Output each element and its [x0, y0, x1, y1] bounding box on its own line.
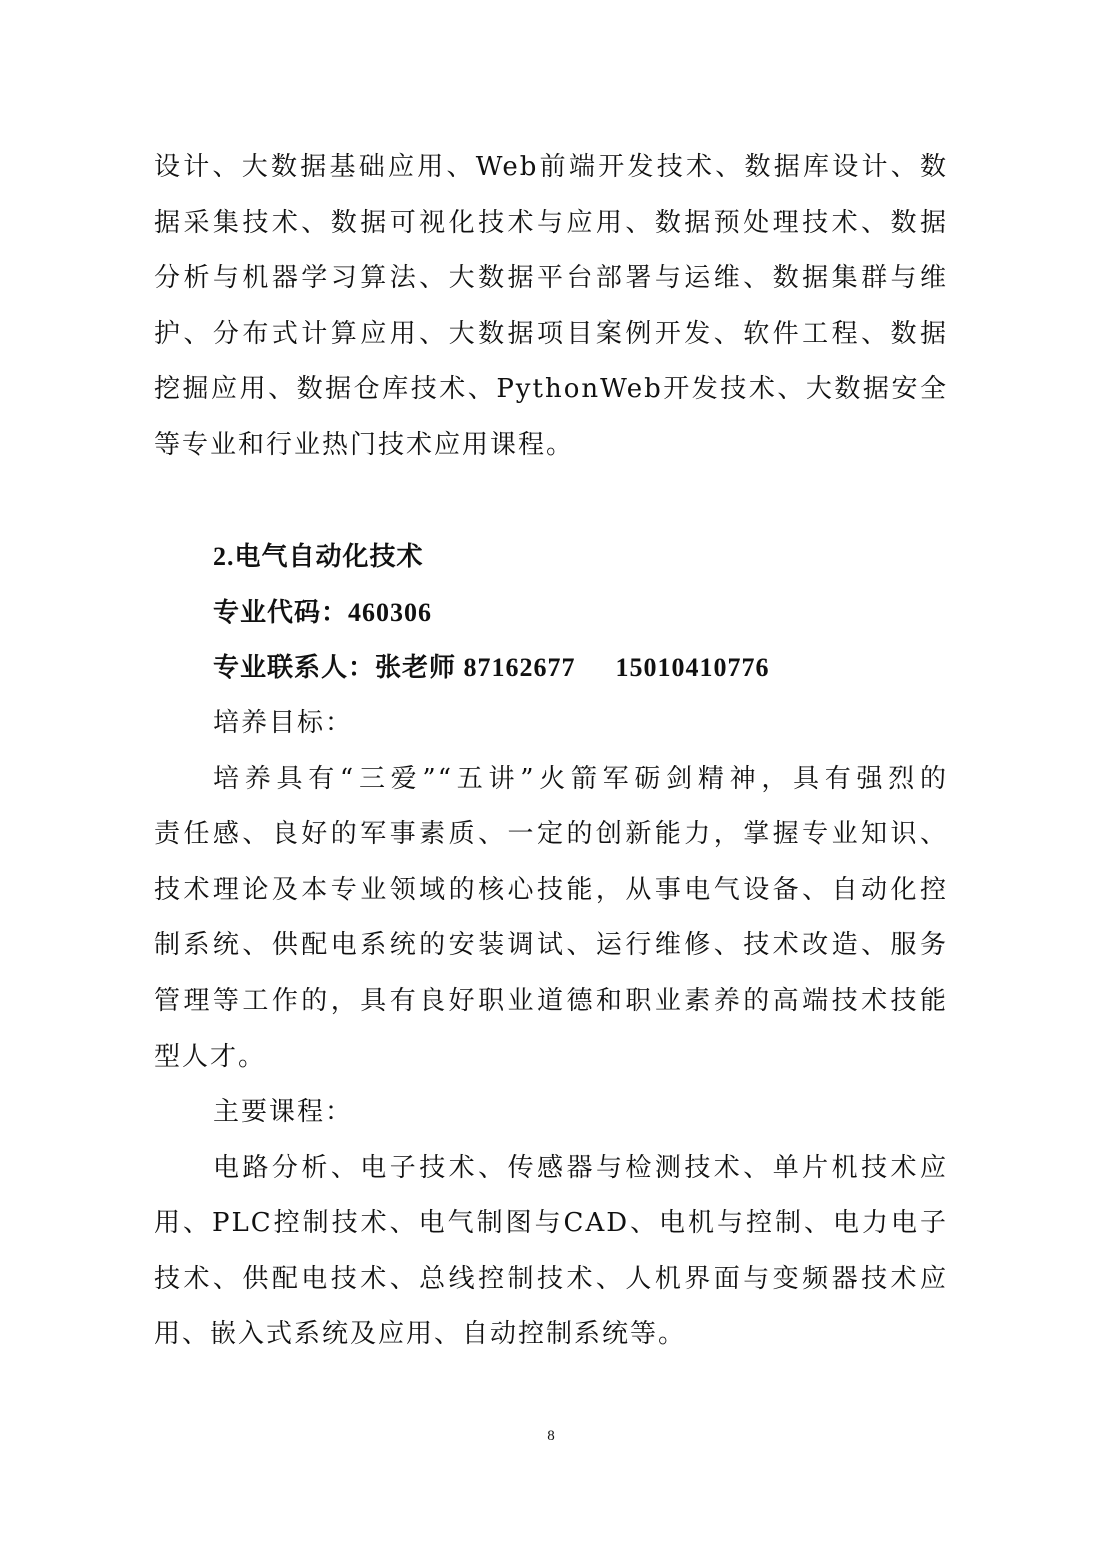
text-line: 分析与机器学习算法、大数据平台部署与运维、数据集群与维: [154, 263, 948, 294]
courses-paragraph: [154, 1141, 948, 1363]
text-line: 用、嵌入式系统及应用、自动控制系统等。: [154, 1319, 687, 1350]
contact-mobile: 15010410776: [615, 653, 770, 683]
text-line: 技术、供配电技术、总线控制技术、人机界面与变频器技术应: [154, 1263, 948, 1294]
goal-paragraph: [154, 752, 948, 1086]
text-line: 用、PLC控制技术、电气制图与CAD、电机与控制、电力电子: [154, 1208, 948, 1239]
text-line: 据采集技术、数据可视化技术与应用、数据预处理技术、数据: [154, 207, 948, 238]
text-line: 技术理论及本专业领域的核心技能，从事电气设备、自动化控: [154, 874, 948, 905]
page-number: 8: [547, 1428, 555, 1444]
goal-heading: 培养目标：: [213, 707, 354, 738]
text-line: 培养具有“三爱”“五讲”火箭军砺剑精神，具有强烈的: [213, 763, 948, 794]
text-line: 等专业和行业热门技术应用课程。: [154, 429, 575, 460]
document-body: [154, 140, 948, 1363]
text-line: 设计、大数据基础应用、Web前端开发技术、数据库设计、数: [154, 152, 948, 182]
blank-line: [154, 474, 948, 530]
courses-heading: 主要课程：: [213, 1097, 354, 1128]
text-line: 责任感、良好的军事素质、一定的创新能力，掌握专业知识、: [154, 819, 948, 850]
text-line: 管理等工作的，具有良好职业道德和职业素养的高端技术技能: [154, 985, 948, 1016]
text-line: 型人才。: [154, 1041, 267, 1072]
text-line: 挖掘应用、数据仓库技术、PythonWeb开发技术、大数据安全: [154, 374, 948, 405]
intro-paragraph: [154, 140, 948, 474]
contact-name-phone: 专业联系人：张老师 87162677: [213, 653, 576, 683]
section-heading: 2.电气自动化技术: [213, 542, 424, 572]
major-contact: [154, 640, 948, 696]
text-line: 制系统、供配电系统的安装调试、运行维修、技术改造、服务: [154, 930, 948, 961]
text-line: 电路分析、电子技术、传感器与检测技术、单片机技术应: [213, 1152, 948, 1183]
text-line: 护、分布式计算应用、大数据项目案例开发、软件工程、数据: [154, 318, 948, 349]
major-code: 专业代码：460306: [213, 597, 433, 627]
